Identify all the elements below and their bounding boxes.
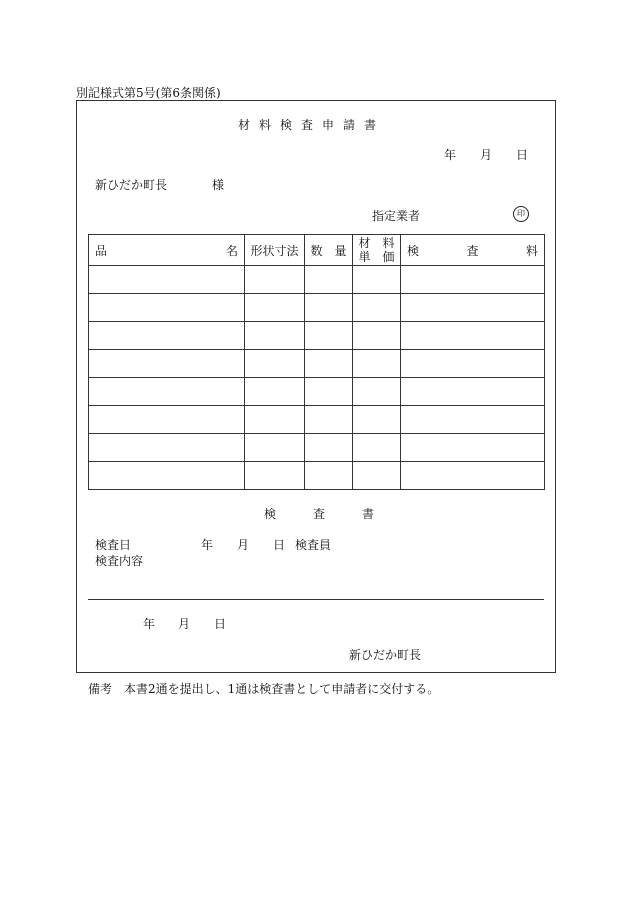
header-unit-price: 材 料 単 価 — [353, 235, 401, 266]
inspection-day-label: 日 — [273, 538, 286, 552]
table-row — [89, 266, 545, 294]
table-cell[interactable] — [401, 434, 545, 462]
date-day-label: 日 — [516, 148, 529, 162]
table-cell[interactable] — [353, 294, 401, 322]
issue-month-label: 月 — [178, 617, 191, 631]
table-cell[interactable] — [353, 378, 401, 406]
inspection-year-label: 年 — [201, 538, 214, 552]
table-cell[interactable] — [305, 378, 353, 406]
date-month-label: 月 — [480, 148, 493, 162]
table-header-row — [89, 235, 545, 266]
table-cell[interactable] — [401, 350, 545, 378]
table-cell[interactable] — [245, 322, 305, 350]
table-cell[interactable] — [401, 406, 545, 434]
table-cell[interactable] — [305, 266, 353, 294]
table-cell[interactable] — [401, 378, 545, 406]
table-cell[interactable] — [401, 266, 545, 294]
issuer: 新ひだか町長 — [349, 648, 422, 662]
table-row — [89, 350, 545, 378]
header-inspection-fee: 検 査 料 — [401, 235, 545, 266]
addressee: 新ひだか町長 — [95, 178, 168, 192]
table-cell[interactable] — [305, 294, 353, 322]
table-row — [89, 434, 545, 462]
issue-year-label: 年 — [143, 617, 156, 631]
form-reference: 別記様式第5号(第6条関係) — [76, 86, 221, 100]
material-table — [88, 234, 545, 490]
table-cell[interactable] — [353, 266, 401, 294]
table-cell[interactable] — [89, 322, 245, 350]
table-row — [89, 462, 545, 490]
issue-day-label: 日 — [214, 617, 227, 631]
table-row — [89, 378, 545, 406]
table-cell[interactable] — [89, 406, 245, 434]
table-cell[interactable] — [353, 406, 401, 434]
table-row — [89, 322, 545, 350]
table-cell[interactable] — [245, 266, 305, 294]
table-row — [89, 294, 545, 322]
table-cell[interactable] — [245, 406, 305, 434]
application-title: 材料検査申請書 — [238, 118, 386, 132]
inspection-month-label: 月 — [237, 538, 250, 552]
remarks-label: 備考 — [88, 682, 113, 696]
table-cell[interactable] — [401, 462, 545, 490]
table-cell[interactable] — [89, 294, 245, 322]
table-cell[interactable] — [401, 322, 545, 350]
remarks-text: 本書2通を提出し、1通は検査書として申請者に交付する。 — [124, 682, 440, 696]
table-cell[interactable] — [353, 462, 401, 490]
table-cell[interactable] — [305, 350, 353, 378]
table-cell[interactable] — [245, 462, 305, 490]
inspection-content-label: 検査内容 — [95, 554, 144, 568]
table-cell[interactable] — [305, 462, 353, 490]
table-row — [89, 406, 545, 434]
header-quantity: 数 量 — [305, 235, 353, 266]
table-cell[interactable] — [245, 378, 305, 406]
table-cell[interactable] — [245, 294, 305, 322]
table-cell[interactable] — [245, 350, 305, 378]
table-cell[interactable] — [305, 406, 353, 434]
table-cell[interactable] — [305, 322, 353, 350]
table-cell[interactable] — [353, 322, 401, 350]
inspection-date-label: 検査日 — [95, 538, 132, 552]
certificate-title: 検査書 — [264, 507, 412, 521]
table-cell[interactable] — [89, 462, 245, 490]
table-cell[interactable] — [353, 350, 401, 378]
table-cell[interactable] — [401, 294, 545, 322]
table-cell[interactable] — [305, 434, 353, 462]
table-cell[interactable] — [89, 434, 245, 462]
table-cell[interactable] — [89, 350, 245, 378]
table-cell[interactable] — [89, 266, 245, 294]
table-cell[interactable] — [89, 378, 245, 406]
applicant-label: 指定業者 — [372, 209, 421, 223]
header-item-name: 品 名 — [89, 235, 245, 266]
table-cell[interactable] — [245, 434, 305, 462]
honorific: 様 — [212, 178, 225, 192]
seal-mark: 印 — [513, 206, 529, 222]
divider — [88, 599, 544, 600]
table-cell[interactable] — [353, 434, 401, 462]
inspector-label: 検査員 — [295, 538, 332, 552]
header-size: 形状寸法 — [245, 235, 305, 266]
date-year-label: 年 — [444, 148, 457, 162]
